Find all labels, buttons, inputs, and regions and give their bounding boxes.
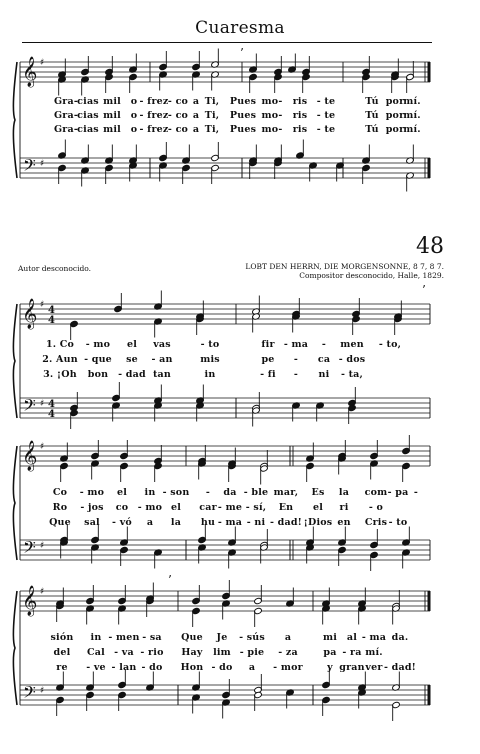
time-signature-top: 4 [48, 399, 55, 410]
lyric-syllable: el [312, 502, 324, 513]
breath-mark: ’ [240, 46, 244, 60]
lyric-syllable: ris [292, 110, 308, 121]
lyric-syllable: Hay [181, 647, 203, 658]
key-signature-sharp: ♯ [40, 58, 45, 68]
system-brace [13, 591, 17, 705]
lyric-syllable: - que [84, 354, 112, 365]
key-signature-sharp: ♯ [40, 442, 45, 452]
lyric-syllable: - sí, [245, 502, 267, 513]
lyric-syllable: - va [114, 647, 134, 658]
lyric-syllable: - mo [79, 487, 105, 498]
lyric-syllable: mí. [365, 647, 383, 658]
lyric-syllable: - te [316, 124, 336, 135]
lyric-syllable: - mor [273, 662, 303, 673]
lyric-syllable: - sús [239, 632, 265, 643]
lyric-syllable: pe [261, 354, 275, 365]
lyric-syllable: Hon [180, 662, 204, 673]
lyric-syllable: ris [292, 124, 308, 135]
lyric-syllable: Pues [229, 96, 257, 107]
lyric-syllable: o [130, 110, 138, 121]
lyric-syllable: el [116, 487, 128, 498]
lyric-syllable: En [278, 502, 294, 513]
lyric-syllable: - [413, 487, 419, 498]
lyric-syllable: - [293, 369, 299, 380]
lyric-syllable: - men [108, 632, 140, 643]
system-brace [13, 304, 17, 418]
lyric-syllable: sión [50, 632, 74, 643]
lyric-syllable: Tú [365, 96, 379, 107]
lyric-syllable: - ma [283, 339, 309, 350]
lyric-syllable: gran [339, 662, 365, 673]
lyric-syllable: ver [365, 662, 383, 673]
lyric-syllable: mil [103, 110, 121, 121]
lyric-syllable: - to [200, 339, 220, 350]
lyric-syllable: - frez [139, 96, 169, 107]
key-signature-sharp: ♯ [40, 541, 45, 551]
lyric-syllable: men [340, 339, 364, 350]
lyric-syllable: pa [323, 647, 337, 658]
time-signature-bottom: 4 [48, 315, 55, 326]
lyric-syllable: o [130, 124, 138, 135]
lyric-syllable: - vó [112, 517, 132, 528]
lyric-syllable: - te [316, 110, 336, 121]
lyric-syllable: por [385, 124, 405, 135]
lyric-syllable: - dad! [383, 662, 417, 673]
lyric-syllable: el [170, 502, 182, 513]
lyric-syllable: sal [84, 517, 100, 528]
lyric-syllable: in [144, 487, 156, 498]
lyric-syllable: Gra- [53, 124, 79, 135]
key-signature-sharp: ♯ [40, 159, 45, 169]
lyric-syllable: mo- [261, 96, 283, 107]
lyric-syllable: - to [388, 517, 408, 528]
lyric-syllable: in [204, 369, 216, 380]
lyric-syllable: ri [339, 502, 349, 513]
lyric-syllable: Gra- [53, 110, 79, 121]
lyric-syllable: tan [152, 369, 172, 380]
bass-clef: 𝄢 [23, 395, 36, 419]
lyric-syllable: co [115, 502, 129, 513]
bass-clef: 𝄢 [23, 682, 36, 706]
lyric-syllable: Ti, [204, 110, 220, 121]
lyric-syllable: hu [200, 517, 216, 528]
author-credit: Autor desconocido. [18, 264, 92, 273]
lyric-syllable: - mo [137, 502, 163, 513]
lyric-syllable: mí. [403, 124, 421, 135]
tune-name: LOBT DEN HERRN, DIE MORGENSONNE, 8 7, 8 7. [245, 262, 444, 271]
lyric-syllable: - fi [260, 369, 276, 380]
lyric-syllable: - pie [239, 647, 265, 658]
lyric-syllable: a [192, 110, 200, 121]
lyric-syllable: Ti, [204, 96, 220, 107]
lyric-syllable: en [337, 517, 351, 528]
key-signature-sharp: ♯ [40, 686, 45, 696]
lyric-syllable: mis [200, 354, 220, 365]
key-signature-sharp: ♯ [40, 399, 45, 409]
lyric-syllable: se [126, 354, 138, 365]
lyric-syllable: lim [213, 647, 231, 658]
breath-mark: ’ [168, 573, 172, 587]
lyric-syllable: ¡Dios [303, 517, 333, 528]
lyric-syllable: Es [311, 487, 325, 498]
lyric-syllable: in [90, 632, 102, 643]
lyric-syllable: - za [278, 647, 298, 658]
lyric-syllable: - o [368, 502, 384, 513]
lyric-syllable: Gra- [53, 96, 79, 107]
lyric-syllable: da. [391, 632, 409, 643]
lyric-syllable: Tú [365, 110, 379, 121]
lyric-syllable: 1. Co [45, 339, 75, 350]
lyric-syllable: ris [292, 96, 308, 107]
lyric-syllable: Ro [52, 502, 68, 513]
lyric-syllable: - ra [342, 647, 362, 658]
lyric-syllable: Que [181, 632, 203, 643]
treble-clef: 𝄞 [22, 586, 38, 616]
lyric-syllable: Pues [229, 124, 257, 135]
lyric-syllable: a [192, 124, 200, 135]
lyric-syllable: mil [103, 96, 121, 107]
lyric-syllable: cias [77, 96, 99, 107]
bass-clef: 𝄢 [23, 155, 36, 179]
lyric-syllable: cias [77, 110, 99, 121]
lyric-syllable: Cal [87, 647, 105, 658]
lyric-syllable: 3. ¡Oh [43, 369, 77, 380]
lyric-syllable: com [364, 487, 388, 498]
lyric-syllable: - ta, [340, 369, 364, 380]
key-signature-sharp: ♯ [40, 587, 45, 597]
section-title: Cuaresma [195, 18, 285, 38]
lyric-syllable: el [126, 339, 138, 350]
lyric-syllable: mi [322, 632, 338, 643]
lyric-syllable: - rio [140, 647, 164, 658]
lyric-syllable: - lan [111, 662, 137, 673]
lyric-syllable: 2. Aun [42, 354, 78, 365]
composer-credit: Compositor desconocido, Halle, 1829. [299, 271, 444, 280]
time-signature-top: 4 [48, 305, 55, 316]
lyric-syllable: - te [316, 96, 336, 107]
lyric-syllable: vas [153, 339, 171, 350]
system-brace [13, 62, 17, 178]
lyric-syllable: - co [167, 96, 189, 107]
lyric-syllable: Cris [364, 517, 388, 528]
lyric-syllable: y [327, 662, 333, 673]
lyric-syllable: cias [77, 124, 99, 135]
lyric-syllable: - dos [338, 354, 366, 365]
lyric-syllable: - to, [378, 339, 402, 350]
lyric-syllable: Tú [365, 124, 379, 135]
system-brace [13, 446, 17, 560]
lyric-syllable: - ni [246, 517, 266, 528]
lyric-syllable: - ve [86, 662, 106, 673]
lyric-syllable: - dad! [269, 517, 303, 528]
lyric-syllable: - do [141, 662, 163, 673]
hymn-number: 48 [416, 234, 444, 259]
lyric-syllable: - ma [361, 632, 387, 643]
lyric-syllable: mí. [403, 110, 421, 121]
lyric-syllable: - mo [85, 339, 111, 350]
lyric-syllable: - [321, 339, 327, 350]
lyric-syllable: por [385, 96, 405, 107]
lyric-syllable: mo- [261, 124, 283, 135]
lyric-syllable: por [385, 110, 405, 121]
lyric-syllable: Pues [229, 110, 257, 121]
lyric-syllable: - son [162, 487, 190, 498]
lyric-syllable: a [248, 662, 256, 673]
lyric-syllable: bon [87, 369, 109, 380]
lyric-syllable: mil [103, 124, 121, 135]
lyric-syllable: Co [52, 487, 68, 498]
lyric-syllable: mar, [273, 487, 299, 498]
lyric-syllable: - jos [80, 502, 104, 513]
treble-clef: 𝄞 [22, 57, 38, 87]
lyric-syllable: da [223, 487, 237, 498]
lyric-syllable: - sa [142, 632, 162, 643]
lyric-syllable: - frez [139, 124, 169, 135]
lyric-syllable: fir [261, 339, 275, 350]
lyric-syllable: - ma [217, 517, 243, 528]
lyric-syllable: re [56, 662, 68, 673]
lyric-syllable: la [338, 487, 350, 498]
lyric-syllable: Que [49, 517, 71, 528]
lyric-syllable: a [192, 96, 200, 107]
lyric-syllable: - dad [118, 369, 146, 380]
time-signature-bottom: 4 [48, 409, 55, 420]
lyric-syllable: - me [217, 502, 243, 513]
lyric-syllable: - frez [139, 110, 169, 121]
lyric-syllable: ca [317, 354, 331, 365]
lyric-syllable: - co [167, 124, 189, 135]
lyric-syllable: mí. [403, 96, 421, 107]
lyric-syllable: - do [211, 662, 233, 673]
lyric-syllable: la [170, 517, 182, 528]
lyric-syllable: a [284, 632, 292, 643]
lyric-syllable: Je [216, 632, 228, 643]
lyric-syllable: - ble [243, 487, 269, 498]
lyric-syllable: mo- [261, 110, 283, 121]
bass-clef: 𝄢 [23, 537, 36, 561]
treble-clef: 𝄞 [22, 299, 38, 329]
key-signature-sharp: ♯ [40, 300, 45, 310]
lyric-syllable: Ti, [204, 124, 220, 135]
lyric-syllable: al [346, 632, 358, 643]
lyric-syllable: del [53, 647, 71, 658]
lyric-syllable: a [146, 517, 154, 528]
lyric-syllable: - [205, 487, 211, 498]
lyric-syllable: ni [318, 369, 330, 380]
breath-mark: ’ [422, 283, 426, 297]
lyric-syllable: o [130, 96, 138, 107]
lyric-syllable: - pa [387, 487, 409, 498]
treble-clef: 𝄞 [22, 441, 38, 471]
lyric-syllable: - an [151, 354, 173, 365]
lyric-syllable: car [199, 502, 217, 513]
lyric-syllable: - [293, 354, 299, 365]
lyric-syllable: - co [167, 110, 189, 121]
